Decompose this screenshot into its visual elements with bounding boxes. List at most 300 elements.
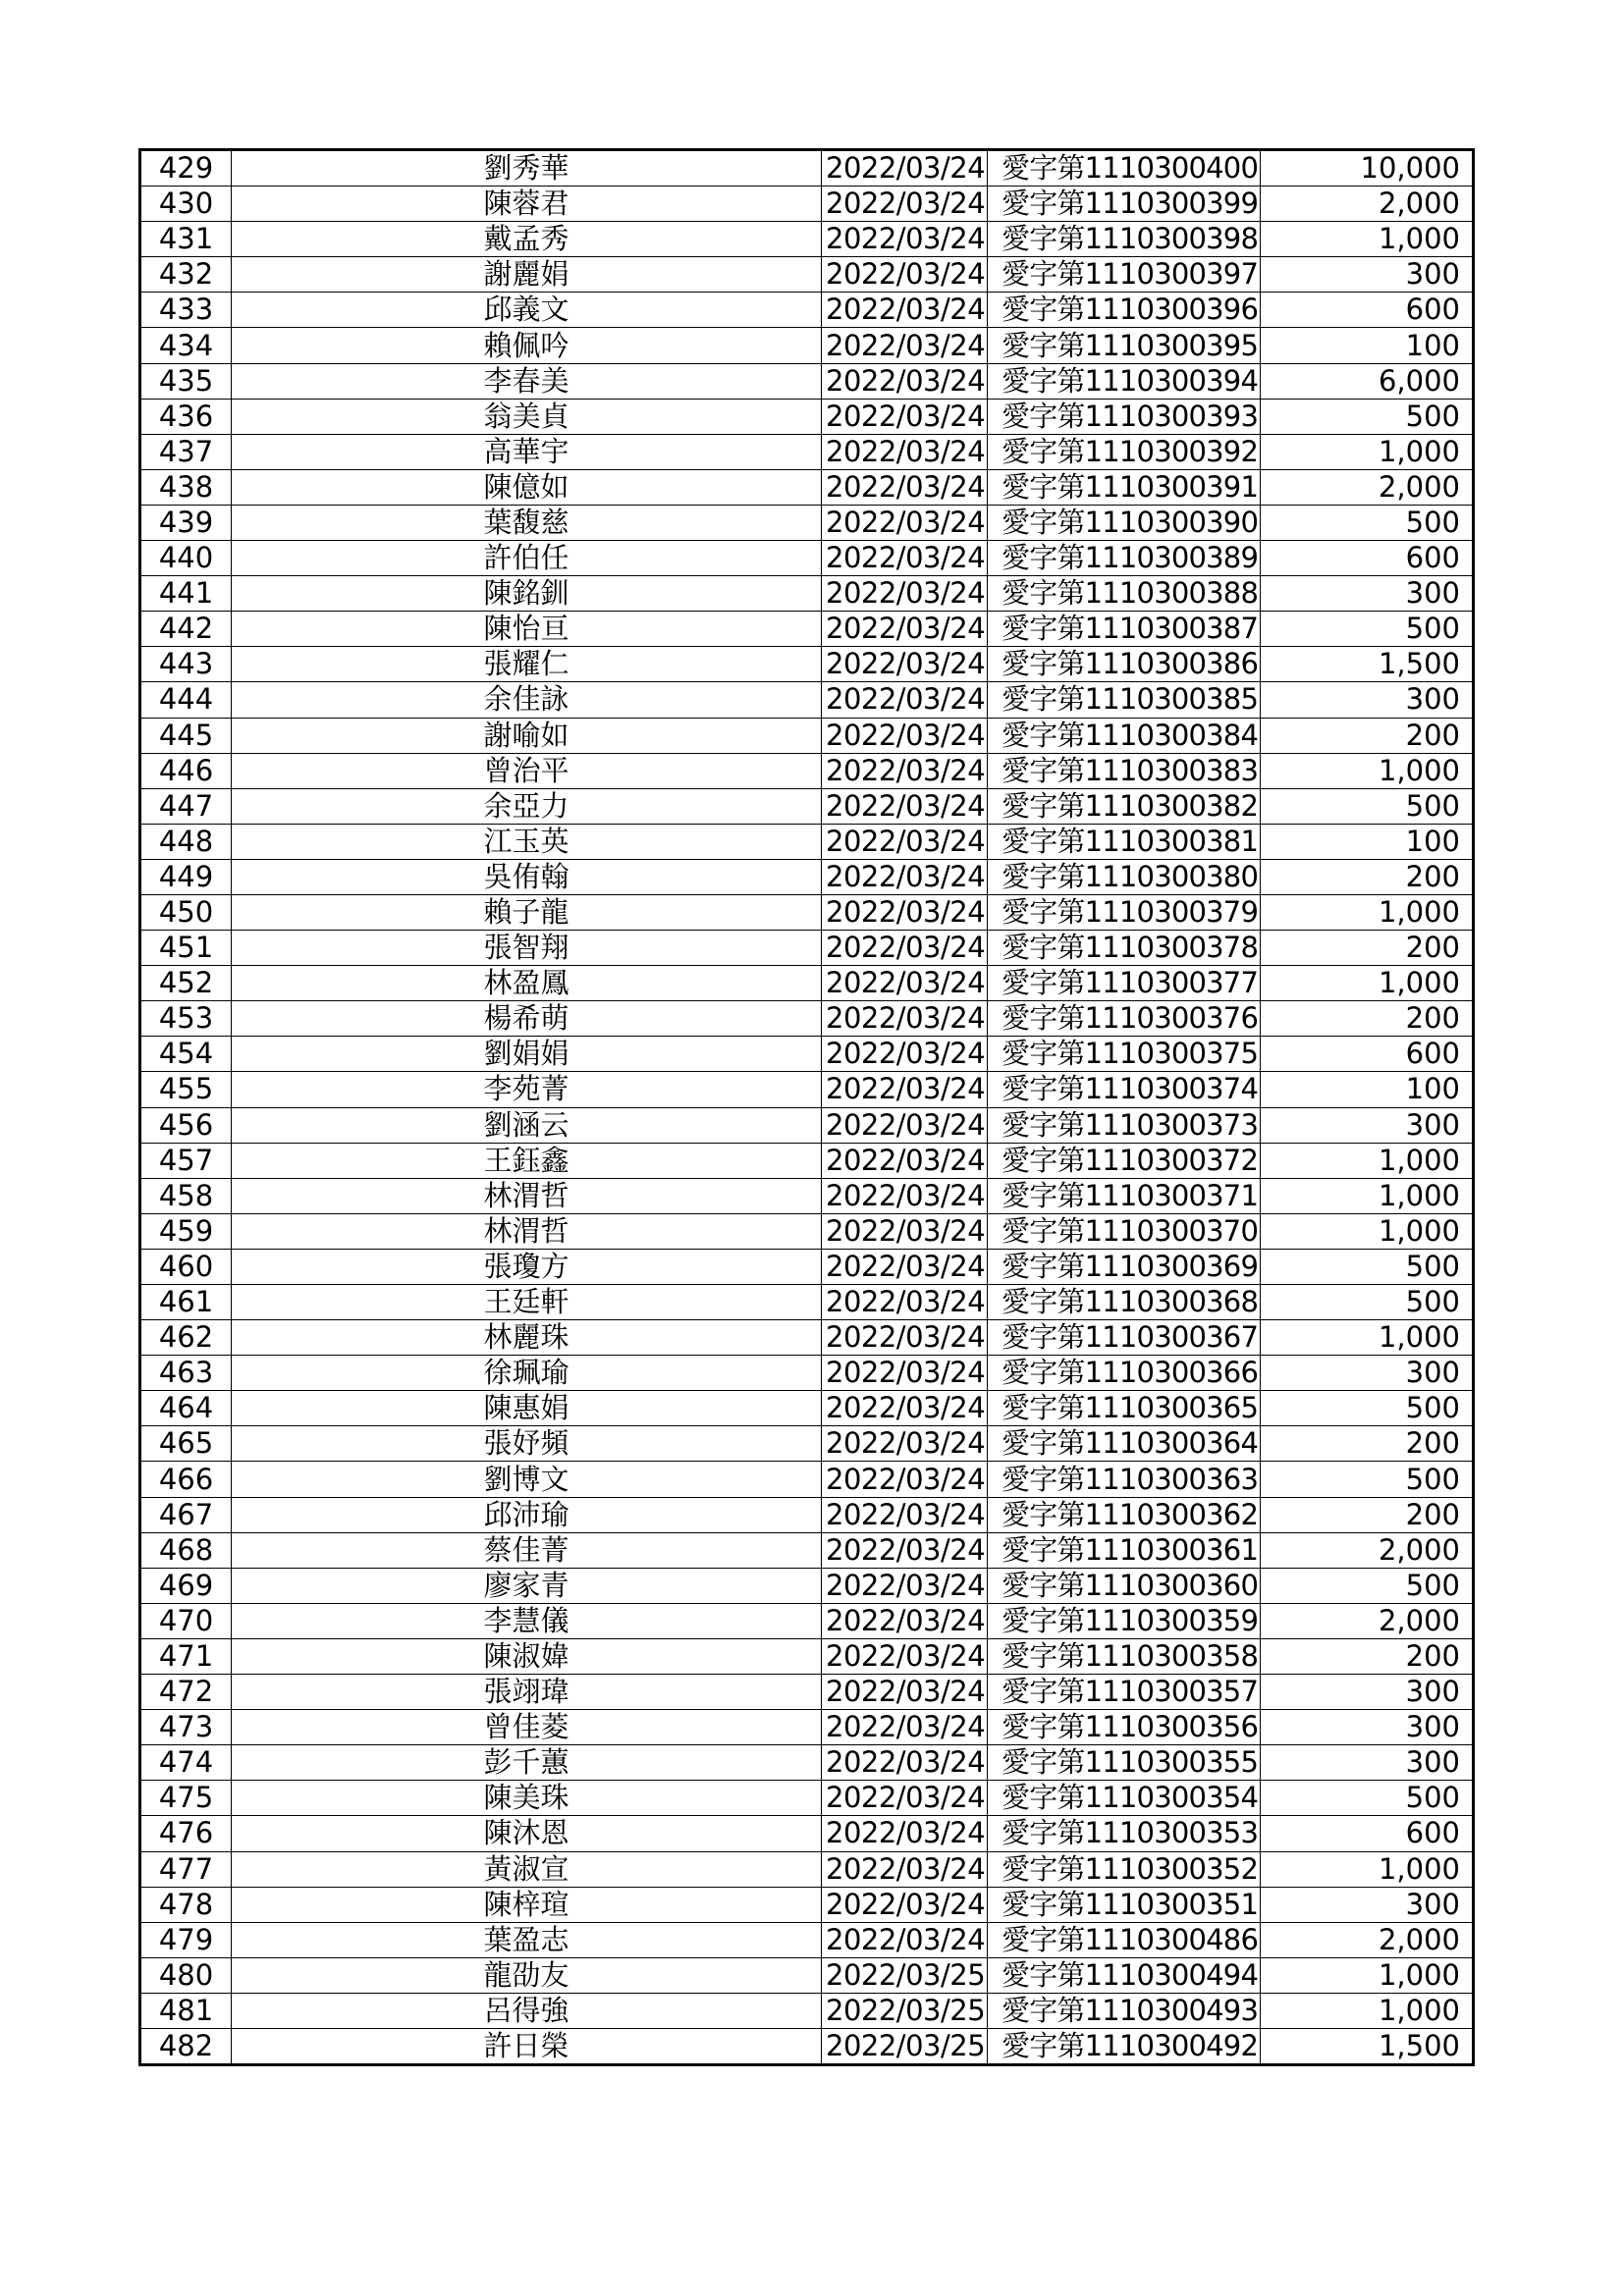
donation-amount-cell: 1,000: [1261, 753, 1474, 788]
donor-name-cell: 翁美貞: [232, 399, 822, 434]
donor-name-cell: 曾治平: [232, 753, 822, 788]
receipt-number-cell: 愛字第1110300385: [988, 682, 1261, 718]
receipt-number-cell: 愛字第1110300360: [988, 1568, 1261, 1603]
row-number-cell: 468: [140, 1532, 232, 1568]
donation-date-cell: 2022/03/24: [822, 1285, 988, 1320]
donation-amount-cell: 100: [1261, 1072, 1474, 1107]
donation-date-cell: 2022/03/24: [822, 1320, 988, 1356]
donation-date-cell: 2022/03/24: [822, 328, 988, 363]
table-row: [140, 469, 1474, 505]
row-number-cell: 458: [140, 1178, 232, 1213]
receipt-number-cell: 愛字第1110300396: [988, 293, 1261, 328]
row-number-cell: 478: [140, 1887, 232, 1922]
receipt-number-cell: 愛字第1110300397: [988, 257, 1261, 293]
donation-date-cell: 2022/03/24: [822, 1675, 988, 1710]
donor-name-cell: 葉盈志: [232, 1922, 822, 1957]
donation-amount-cell: 500: [1261, 1391, 1474, 1426]
donation-date-cell: 2022/03/24: [822, 612, 988, 647]
receipt-number-cell: 愛字第1110300493: [988, 1993, 1261, 2028]
table-row: [140, 894, 1474, 930]
donation-amount-cell: 500: [1261, 1249, 1474, 1284]
donation-date-cell: 2022/03/24: [822, 1816, 988, 1851]
donor-name-cell: 林渭哲: [232, 1213, 822, 1249]
donation-date-cell: 2022/03/24: [822, 1887, 988, 1922]
row-number-cell: 474: [140, 1745, 232, 1781]
table-row: [140, 859, 1474, 894]
receipt-number-cell: 愛字第1110300372: [988, 1143, 1261, 1178]
table-row: [140, 1816, 1474, 1851]
donation-date-cell: 2022/03/24: [822, 1638, 988, 1674]
donation-date-cell: 2022/03/24: [822, 859, 988, 894]
donor-name-cell: 賴佩吟: [232, 328, 822, 363]
receipt-number-cell: 愛字第1110300361: [988, 1532, 1261, 1568]
receipt-number-cell: 愛字第1110300355: [988, 1745, 1261, 1781]
donation-amount-cell: 1,000: [1261, 1957, 1474, 1993]
table-row: [140, 2028, 1474, 2064]
donor-name-cell: 謝麗娟: [232, 257, 822, 293]
donation-date-cell: 2022/03/24: [822, 1356, 988, 1391]
receipt-number-cell: 愛字第1110300390: [988, 505, 1261, 540]
donation-amount-cell: 200: [1261, 1001, 1474, 1037]
table-row: [140, 1675, 1474, 1710]
receipt-number-cell: 愛字第1110300377: [988, 966, 1261, 1001]
row-number-cell: 453: [140, 1001, 232, 1037]
donation-amount-cell: 2,000: [1261, 187, 1474, 222]
table-row: [140, 576, 1474, 612]
donor-name-cell: 張妤頻: [232, 1426, 822, 1462]
row-number-cell: 447: [140, 788, 232, 824]
donation-date-cell: 2022/03/24: [822, 1426, 988, 1462]
receipt-number-cell: 愛字第1110300383: [988, 753, 1261, 788]
donation-amount-cell: 1,000: [1261, 1213, 1474, 1249]
table-row: [140, 434, 1474, 469]
donation-amount-cell: 6,000: [1261, 363, 1474, 399]
table-row: [140, 1603, 1474, 1638]
donation-amount-cell: 2,000: [1261, 1532, 1474, 1568]
donor-name-cell: 楊希萌: [232, 1001, 822, 1037]
row-number-cell: 482: [140, 2028, 232, 2064]
donation-amount-cell: 300: [1261, 1745, 1474, 1781]
donation-date-cell: 2022/03/24: [822, 1532, 988, 1568]
donation-amount-cell: 200: [1261, 1638, 1474, 1674]
donation-amount-cell: 1,000: [1261, 1993, 1474, 2028]
row-number-cell: 480: [140, 1957, 232, 1993]
donor-name-cell: 陳惠娟: [232, 1391, 822, 1426]
row-number-cell: 469: [140, 1568, 232, 1603]
donation-date-cell: 2022/03/24: [822, 1568, 988, 1603]
table-row: [140, 682, 1474, 718]
table-row: [140, 1320, 1474, 1356]
table-row: [140, 363, 1474, 399]
row-number-cell: 467: [140, 1497, 232, 1532]
table-row: [140, 1922, 1474, 1957]
donation-amount-cell: 1,000: [1261, 966, 1474, 1001]
receipt-number-cell: 愛字第1110300364: [988, 1426, 1261, 1462]
row-number-cell: 471: [140, 1638, 232, 1674]
donor-name-cell: 張瓊方: [232, 1249, 822, 1284]
donor-name-cell: 李春美: [232, 363, 822, 399]
row-number-cell: 436: [140, 399, 232, 434]
donation-amount-cell: 500: [1261, 1462, 1474, 1497]
donor-name-cell: 許伯任: [232, 541, 822, 576]
donation-amount-cell: 500: [1261, 505, 1474, 540]
row-number-cell: 452: [140, 966, 232, 1001]
donor-name-cell: 李苑菁: [232, 1072, 822, 1107]
receipt-number-cell: 愛字第1110300354: [988, 1781, 1261, 1816]
donation-date-cell: 2022/03/24: [822, 257, 988, 293]
donation-date-cell: 2022/03/24: [822, 222, 988, 257]
row-number-cell: 465: [140, 1426, 232, 1462]
row-number-cell: 464: [140, 1391, 232, 1426]
donation-amount-cell: 300: [1261, 1887, 1474, 1922]
row-number-cell: 475: [140, 1781, 232, 1816]
table-row: [140, 1178, 1474, 1213]
receipt-number-cell: 愛字第1110300379: [988, 894, 1261, 930]
table-row: [140, 718, 1474, 753]
receipt-number-cell: 愛字第1110300368: [988, 1285, 1261, 1320]
donor-name-cell: 王廷軒: [232, 1285, 822, 1320]
table-row: [140, 1391, 1474, 1426]
donation-date-cell: 2022/03/24: [822, 894, 988, 930]
donation-date-cell: 2022/03/25: [822, 2028, 988, 2064]
donation-amount-cell: 300: [1261, 1107, 1474, 1143]
donation-date-cell: 2022/03/24: [822, 1603, 988, 1638]
receipt-number-cell: 愛字第1110300375: [988, 1037, 1261, 1072]
row-number-cell: 444: [140, 682, 232, 718]
row-number-cell: 441: [140, 576, 232, 612]
donation-date-cell: 2022/03/24: [822, 1745, 988, 1781]
donor-name-cell: 徐珮瑜: [232, 1356, 822, 1391]
table-row: [140, 1143, 1474, 1178]
receipt-number-cell: 愛字第1110300374: [988, 1072, 1261, 1107]
receipt-number-cell: 愛字第1110300370: [988, 1213, 1261, 1249]
donor-name-cell: 戴孟秀: [232, 222, 822, 257]
table-row: [140, 612, 1474, 647]
donation-amount-cell: 300: [1261, 1710, 1474, 1745]
donor-name-cell: 呂得強: [232, 1993, 822, 2028]
receipt-number-cell: 愛字第1110300380: [988, 859, 1261, 894]
donor-name-cell: 彭千蕙: [232, 1745, 822, 1781]
receipt-number-cell: 愛字第1110300365: [988, 1391, 1261, 1426]
donor-name-cell: 林盈鳳: [232, 966, 822, 1001]
donation-date-cell: 2022/03/24: [822, 1249, 988, 1284]
table-row: [140, 753, 1474, 788]
row-number-cell: 460: [140, 1249, 232, 1284]
donation-amount-cell: 1,000: [1261, 1851, 1474, 1887]
donation-date-cell: 2022/03/24: [822, 1001, 988, 1037]
table-row: [140, 1072, 1474, 1107]
donation-amount-cell: 200: [1261, 1426, 1474, 1462]
donor-name-cell: 余佳詠: [232, 682, 822, 718]
donor-name-cell: 高華宇: [232, 434, 822, 469]
table-row: [140, 257, 1474, 293]
table-row: [140, 1638, 1474, 1674]
donation-amount-cell: 500: [1261, 1285, 1474, 1320]
donation-date-cell: 2022/03/24: [822, 1851, 988, 1887]
table-row: [140, 1249, 1474, 1284]
row-number-cell: 443: [140, 647, 232, 682]
receipt-number-cell: 愛字第1110300486: [988, 1922, 1261, 1957]
donor-name-cell: 邱沛瑜: [232, 1497, 822, 1532]
table-row: [140, 1993, 1474, 2028]
donation-amount-cell: 500: [1261, 399, 1474, 434]
row-number-cell: 438: [140, 469, 232, 505]
row-number-cell: 461: [140, 1285, 232, 1320]
table-row: [140, 1285, 1474, 1320]
row-number-cell: 431: [140, 222, 232, 257]
donor-name-cell: 王鈺鑫: [232, 1143, 822, 1178]
donation-date-cell: 2022/03/25: [822, 1957, 988, 1993]
donor-name-cell: 張翊瑋: [232, 1675, 822, 1710]
row-number-cell: 481: [140, 1993, 232, 2028]
receipt-number-cell: 愛字第1110300359: [988, 1603, 1261, 1638]
donor-name-cell: 蔡佳菁: [232, 1532, 822, 1568]
donation-date-cell: 2022/03/24: [822, 788, 988, 824]
table-row: [140, 1568, 1474, 1603]
table-row: [140, 541, 1474, 576]
donation-amount-cell: 600: [1261, 1816, 1474, 1851]
donation-amount-cell: 100: [1261, 328, 1474, 363]
donation-date-cell: 2022/03/24: [822, 1213, 988, 1249]
donation-amount-cell: 1,000: [1261, 222, 1474, 257]
table-row: [140, 1957, 1474, 1993]
receipt-number-cell: 愛字第1110300369: [988, 1249, 1261, 1284]
table-row: [140, 1497, 1474, 1532]
receipt-number-cell: 愛字第1110300373: [988, 1107, 1261, 1143]
table-row: [140, 931, 1474, 966]
table-row: [140, 222, 1474, 257]
donation-date-cell: 2022/03/24: [822, 469, 988, 505]
receipt-number-cell: 愛字第1110300386: [988, 647, 1261, 682]
row-number-cell: 445: [140, 718, 232, 753]
donor-name-cell: 陳美珠: [232, 1781, 822, 1816]
row-number-cell: 435: [140, 363, 232, 399]
table-row: [140, 1532, 1474, 1568]
donation-date-cell: 2022/03/24: [822, 541, 988, 576]
donor-name-cell: 劉秀華: [232, 150, 822, 187]
table-row: [140, 1001, 1474, 1037]
donation-amount-cell: 2,000: [1261, 1922, 1474, 1957]
donor-name-cell: 江玉英: [232, 824, 822, 859]
donation-amount-cell: 200: [1261, 931, 1474, 966]
donation-table: [138, 148, 1475, 2066]
receipt-number-cell: 愛字第1110300494: [988, 1957, 1261, 1993]
receipt-number-cell: 愛字第1110300351: [988, 1887, 1261, 1922]
donation-amount-cell: 200: [1261, 1497, 1474, 1532]
receipt-number-cell: 愛字第1110300362: [988, 1497, 1261, 1532]
table-row: [140, 966, 1474, 1001]
table-row: [140, 1745, 1474, 1781]
donation-date-cell: 2022/03/24: [822, 1072, 988, 1107]
table-row: [140, 399, 1474, 434]
table-row: [140, 150, 1474, 187]
table-row: [140, 1781, 1474, 1816]
receipt-number-cell: 愛字第1110300399: [988, 187, 1261, 222]
receipt-number-cell: 愛字第1110300371: [988, 1178, 1261, 1213]
row-number-cell: 479: [140, 1922, 232, 1957]
donation-date-cell: 2022/03/24: [822, 505, 988, 540]
receipt-number-cell: 愛字第1110300363: [988, 1462, 1261, 1497]
table-row: [140, 1213, 1474, 1249]
table-row: [140, 293, 1474, 328]
donor-name-cell: 葉馥慈: [232, 505, 822, 540]
row-number-cell: 451: [140, 931, 232, 966]
donation-date-cell: 2022/03/24: [822, 1781, 988, 1816]
donation-date-cell: 2022/03/24: [822, 1497, 988, 1532]
table-row: [140, 1426, 1474, 1462]
donation-date-cell: 2022/03/24: [822, 966, 988, 1001]
row-number-cell: 456: [140, 1107, 232, 1143]
donation-date-cell: 2022/03/24: [822, 399, 988, 434]
row-number-cell: 434: [140, 328, 232, 363]
row-number-cell: 473: [140, 1710, 232, 1745]
donation-amount-cell: 300: [1261, 1356, 1474, 1391]
donor-name-cell: 許日榮: [232, 2028, 822, 2064]
donor-name-cell: 陳銘釧: [232, 576, 822, 612]
table-row: [140, 788, 1474, 824]
donation-amount-cell: 500: [1261, 1781, 1474, 1816]
donation-amount-cell: 500: [1261, 612, 1474, 647]
donor-name-cell: 劉博文: [232, 1462, 822, 1497]
donor-name-cell: 曾佳菱: [232, 1710, 822, 1745]
donor-name-cell: 李慧儀: [232, 1603, 822, 1638]
donation-table-body: [140, 150, 1474, 2065]
donation-amount-cell: 500: [1261, 1568, 1474, 1603]
donor-name-cell: 陳淑媁: [232, 1638, 822, 1674]
row-number-cell: 457: [140, 1143, 232, 1178]
receipt-number-cell: 愛字第1110300398: [988, 222, 1261, 257]
receipt-number-cell: 愛字第1110300395: [988, 328, 1261, 363]
donation-date-cell: 2022/03/25: [822, 1993, 988, 2028]
donation-date-cell: 2022/03/24: [822, 1143, 988, 1178]
receipt-number-cell: 愛字第1110300357: [988, 1675, 1261, 1710]
donation-amount-cell: 2,000: [1261, 1603, 1474, 1638]
donor-name-cell: 賴子龍: [232, 894, 822, 930]
row-number-cell: 429: [140, 150, 232, 187]
receipt-number-cell: 愛字第1110300353: [988, 1816, 1261, 1851]
donation-date-cell: 2022/03/24: [822, 293, 988, 328]
donation-amount-cell: 300: [1261, 257, 1474, 293]
row-number-cell: 440: [140, 541, 232, 576]
row-number-cell: 432: [140, 257, 232, 293]
table-row: [140, 1107, 1474, 1143]
donation-amount-cell: 500: [1261, 788, 1474, 824]
row-number-cell: 450: [140, 894, 232, 930]
table-row: [140, 1851, 1474, 1887]
donation-amount-cell: 100: [1261, 824, 1474, 859]
receipt-number-cell: 愛字第1110300367: [988, 1320, 1261, 1356]
row-number-cell: 466: [140, 1462, 232, 1497]
row-number-cell: 433: [140, 293, 232, 328]
donor-name-cell: 謝喻如: [232, 718, 822, 753]
receipt-number-cell: 愛字第1110300394: [988, 363, 1261, 399]
receipt-number-cell: 愛字第1110300356: [988, 1710, 1261, 1745]
donation-amount-cell: 1,000: [1261, 1178, 1474, 1213]
donor-name-cell: 陳沐恩: [232, 1816, 822, 1851]
receipt-number-cell: 愛字第1110300376: [988, 1001, 1261, 1037]
donation-date-cell: 2022/03/24: [822, 682, 988, 718]
receipt-number-cell: 愛字第1110300382: [988, 788, 1261, 824]
donor-name-cell: 龍劭友: [232, 1957, 822, 1993]
donor-name-cell: 陳億如: [232, 469, 822, 505]
donation-date-cell: 2022/03/24: [822, 824, 988, 859]
donation-amount-cell: 1,500: [1261, 647, 1474, 682]
donation-date-cell: 2022/03/24: [822, 363, 988, 399]
donor-name-cell: 余亞力: [232, 788, 822, 824]
donation-amount-cell: 200: [1261, 718, 1474, 753]
receipt-number-cell: 愛字第1110300389: [988, 541, 1261, 576]
table-row: [140, 1462, 1474, 1497]
receipt-number-cell: 愛字第1110300378: [988, 931, 1261, 966]
donation-date-cell: 2022/03/24: [822, 1037, 988, 1072]
row-number-cell: 463: [140, 1356, 232, 1391]
receipt-number-cell: 愛字第1110300366: [988, 1356, 1261, 1391]
donation-amount-cell: 200: [1261, 859, 1474, 894]
donation-amount-cell: 300: [1261, 682, 1474, 718]
donor-name-cell: 張耀仁: [232, 647, 822, 682]
donor-name-cell: 邱義文: [232, 293, 822, 328]
donor-name-cell: 張智翔: [232, 931, 822, 966]
donor-name-cell: 吳侑翰: [232, 859, 822, 894]
donor-name-cell: 林渭哲: [232, 1178, 822, 1213]
row-number-cell: 448: [140, 824, 232, 859]
donation-amount-cell: 10,000: [1261, 150, 1474, 187]
row-number-cell: 430: [140, 187, 232, 222]
row-number-cell: 442: [140, 612, 232, 647]
donor-name-cell: 劉娟娟: [232, 1037, 822, 1072]
donation-amount-cell: 1,000: [1261, 434, 1474, 469]
donor-name-cell: 陳蓉君: [232, 187, 822, 222]
receipt-number-cell: 愛字第1110300388: [988, 576, 1261, 612]
receipt-number-cell: 愛字第1110300400: [988, 150, 1261, 187]
donor-name-cell: 黃淑宣: [232, 1851, 822, 1887]
donation-date-cell: 2022/03/24: [822, 150, 988, 187]
table-row: [140, 187, 1474, 222]
table-row: [140, 1037, 1474, 1072]
donation-amount-cell: 300: [1261, 1675, 1474, 1710]
donation-amount-cell: 600: [1261, 293, 1474, 328]
row-number-cell: 470: [140, 1603, 232, 1638]
row-number-cell: 472: [140, 1675, 232, 1710]
donor-name-cell: 廖家青: [232, 1568, 822, 1603]
donation-date-cell: 2022/03/24: [822, 187, 988, 222]
row-number-cell: 459: [140, 1213, 232, 1249]
row-number-cell: 476: [140, 1816, 232, 1851]
donation-date-cell: 2022/03/24: [822, 1178, 988, 1213]
donor-name-cell: 陳梓瑄: [232, 1887, 822, 1922]
table-row: [140, 824, 1474, 859]
donation-amount-cell: 600: [1261, 541, 1474, 576]
receipt-number-cell: 愛字第1110300387: [988, 612, 1261, 647]
donation-date-cell: 2022/03/24: [822, 931, 988, 966]
receipt-number-cell: 愛字第1110300393: [988, 399, 1261, 434]
donor-name-cell: 陳怡亘: [232, 612, 822, 647]
row-number-cell: 437: [140, 434, 232, 469]
receipt-number-cell: 愛字第1110300492: [988, 2028, 1261, 2064]
donation-date-cell: 2022/03/24: [822, 1462, 988, 1497]
receipt-number-cell: 愛字第1110300358: [988, 1638, 1261, 1674]
receipt-number-cell: 愛字第1110300391: [988, 469, 1261, 505]
table-row: [140, 1356, 1474, 1391]
donation-date-cell: 2022/03/24: [822, 753, 988, 788]
donation-date-cell: 2022/03/24: [822, 1391, 988, 1426]
row-number-cell: 454: [140, 1037, 232, 1072]
donor-name-cell: 劉涵云: [232, 1107, 822, 1143]
table-row: [140, 647, 1474, 682]
donation-date-cell: 2022/03/24: [822, 1107, 988, 1143]
table-row: [140, 505, 1474, 540]
donation-date-cell: 2022/03/24: [822, 1922, 988, 1957]
